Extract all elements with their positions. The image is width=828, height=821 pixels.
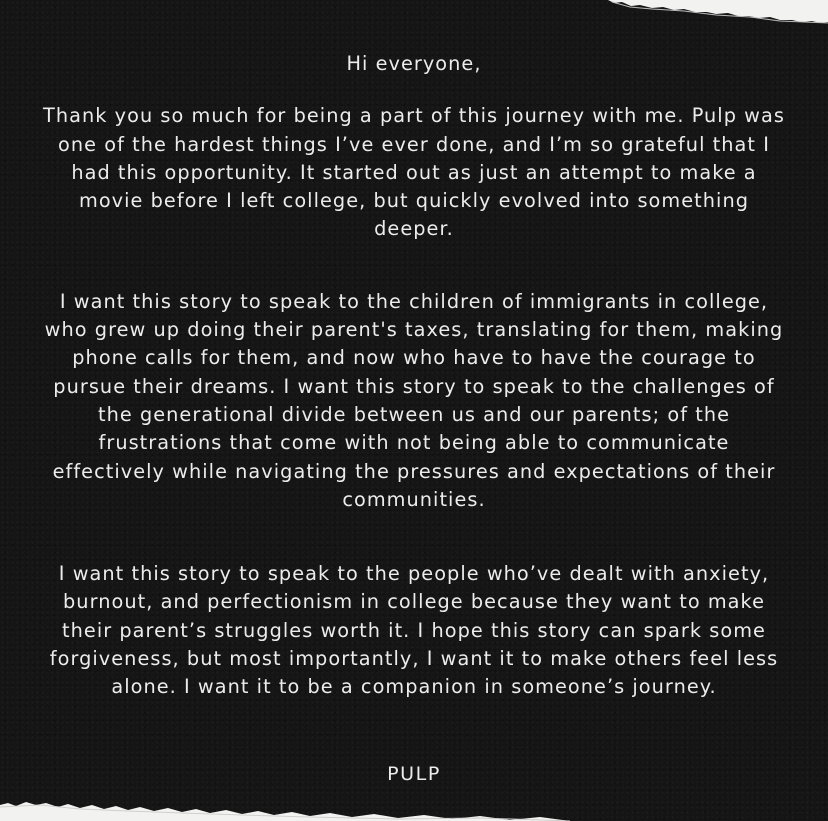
- paragraph-gratitude: Thank you so much for being a part of this journey with me. Pulp was one of the hardest things I’ve ever done, and I’m so grateful that I had this opportunity. It started out as just an attempt to make a movie before I left college, but quickly evolved into something deeper.: [43, 104, 785, 241]
- paragraph-anxiety: I want this story to speak to the people who’ve dealt with anxiety, burnout, and perfectionism in college because they want to make their parent’s struggles worth it. I hope this story can spark some forgiveness, but most importantly, I want it to make others feel less alone. I want it to be a companion in someone’s journey.: [49, 562, 779, 699]
- greeting: Hi everyone,: [346, 52, 482, 75]
- letter-body: [40, 50, 788, 748]
- paragraph-immigrants: I want this story to speak to the children of immigrants in college, who grew up doing their parent's taxes, translating for them, making phone calls for them, and now who have to have the courage to pursue their dreams. I want this story to speak to the challenges of the generational divide between us and our parents; of the frustrations that come with not being able to communicate effectively while navigating the pressures and expectations of their communities.: [44, 289, 784, 511]
- torn-paper-top-edge: [0, 0, 828, 30]
- signature: PULP: [387, 763, 441, 785]
